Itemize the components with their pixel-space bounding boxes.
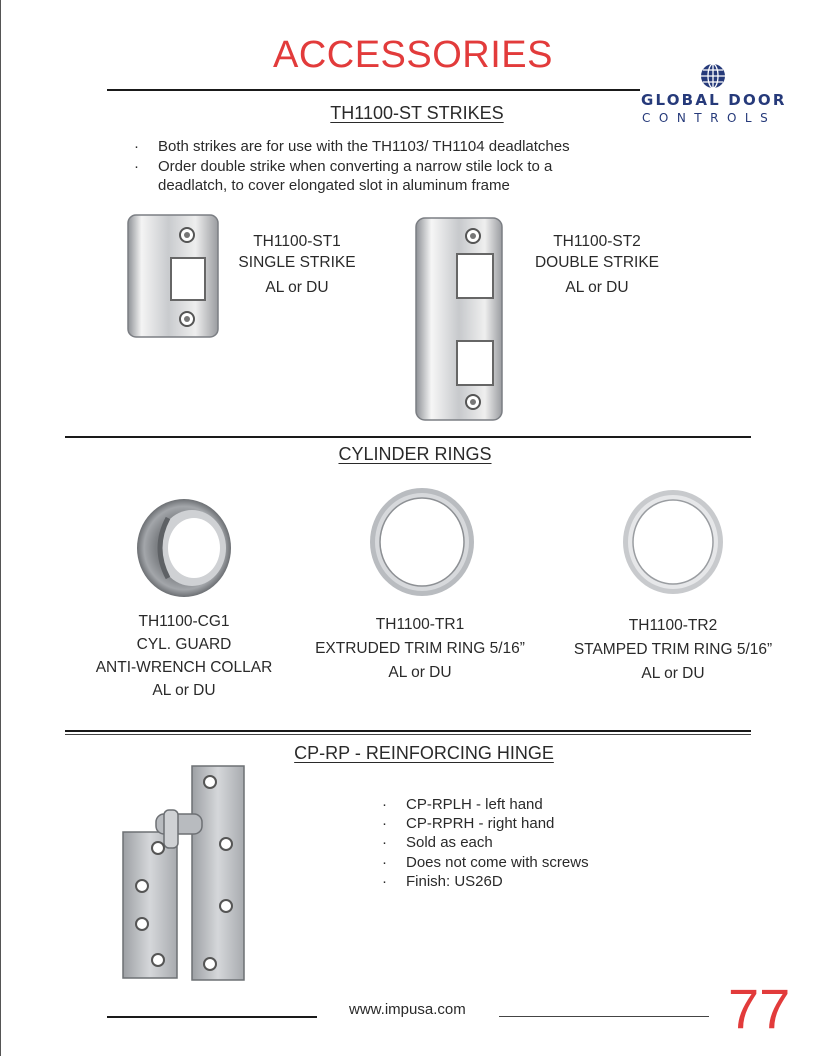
extruded-trim-ring-image (367, 485, 477, 599)
logo-line2: CONTROLS (642, 111, 777, 125)
hinge-heading: CP-RP - REINFORCING HINGE (294, 743, 554, 763)
strikes-bullets (134, 137, 634, 196)
logo-line1: GLOBAL DOOR (641, 91, 787, 109)
extruded-ring-label (300, 613, 540, 685)
hinge-bullet-2: · CP-RPRH - right hand (382, 814, 682, 833)
double-strike-model: TH1100-ST2 (553, 233, 641, 250)
double-strike-name: DOUBLE STRIKE (534, 254, 660, 271)
extruded-ring-finish: AL or DU (388, 664, 452, 681)
strikes-bullet-2: · Order double strike when converting a narrow stile lock to a deadlatch, to cover elongated slot in aluminum frame (134, 157, 608, 196)
hinge-bullet-5: · Finish: US26D (382, 872, 682, 891)
footer-rule-right (499, 1016, 709, 1017)
strikes-heading: TH1100-ST STRIKES (330, 103, 504, 123)
cylinder-guard-label (84, 610, 284, 702)
cylinder-guard-image (134, 497, 234, 599)
rings-divider-secondary (65, 734, 751, 735)
stamped-trim-ring-image (620, 488, 726, 596)
stamped-ring-finish: AL or DU (641, 665, 705, 682)
hinge-bullet-1: · CP-RPLH - left hand (382, 795, 682, 814)
stamped-ring-model: TH1100-TR2 (628, 617, 718, 634)
hinge-bullets (382, 795, 682, 891)
footer-url: www.impusa.com (349, 1001, 466, 1018)
double-strike-image (413, 216, 507, 422)
strikes-divider (65, 436, 751, 438)
cylinder-guard-finish: AL or DU (152, 682, 216, 699)
reinforcing-hinge-image (120, 764, 250, 982)
extruded-ring-name: EXTRUDED TRIM RING 5/16” (315, 640, 525, 657)
single-strike-finish: AL or DU (265, 279, 329, 296)
single-strike-model: TH1100-ST1 (253, 233, 341, 250)
title-rule (107, 89, 640, 91)
single-strike-image (125, 213, 221, 339)
page-title: ACCESSORIES (272, 34, 554, 76)
hinge-bullet-4: · Does not come with screws (382, 853, 682, 872)
extruded-ring-model: TH1100-TR1 (375, 616, 465, 633)
double-strike-finish: AL or DU (565, 279, 629, 296)
strikes-bullet-1: · Both strikes are for use with the TH1103/ TH1104 deadlatches (134, 137, 634, 157)
company-logo (640, 60, 790, 130)
stamped-ring-name: STAMPED TRIM RING 5/16” (573, 641, 773, 658)
cylinder-guard-name: CYL. GUARD (136, 636, 232, 653)
cylinder-guard-model: TH1100-CG1 (138, 613, 230, 630)
page-number: 77 (728, 977, 791, 1040)
single-strike-label (222, 231, 372, 298)
globe-icon (699, 62, 727, 90)
stamped-ring-label (558, 614, 788, 686)
footer-rule-left (107, 1016, 317, 1018)
rings-heading: CYLINDER RINGS (338, 444, 492, 464)
page-edge-line (0, 0, 1, 1056)
double-strike-label (522, 231, 672, 298)
cylinder-guard-extra: ANTI-WRENCH COLLAR (95, 659, 273, 676)
hinge-bullet-3: · Sold as each (382, 833, 682, 852)
rings-divider (65, 730, 751, 732)
single-strike-name: SINGLE STRIKE (238, 254, 356, 271)
